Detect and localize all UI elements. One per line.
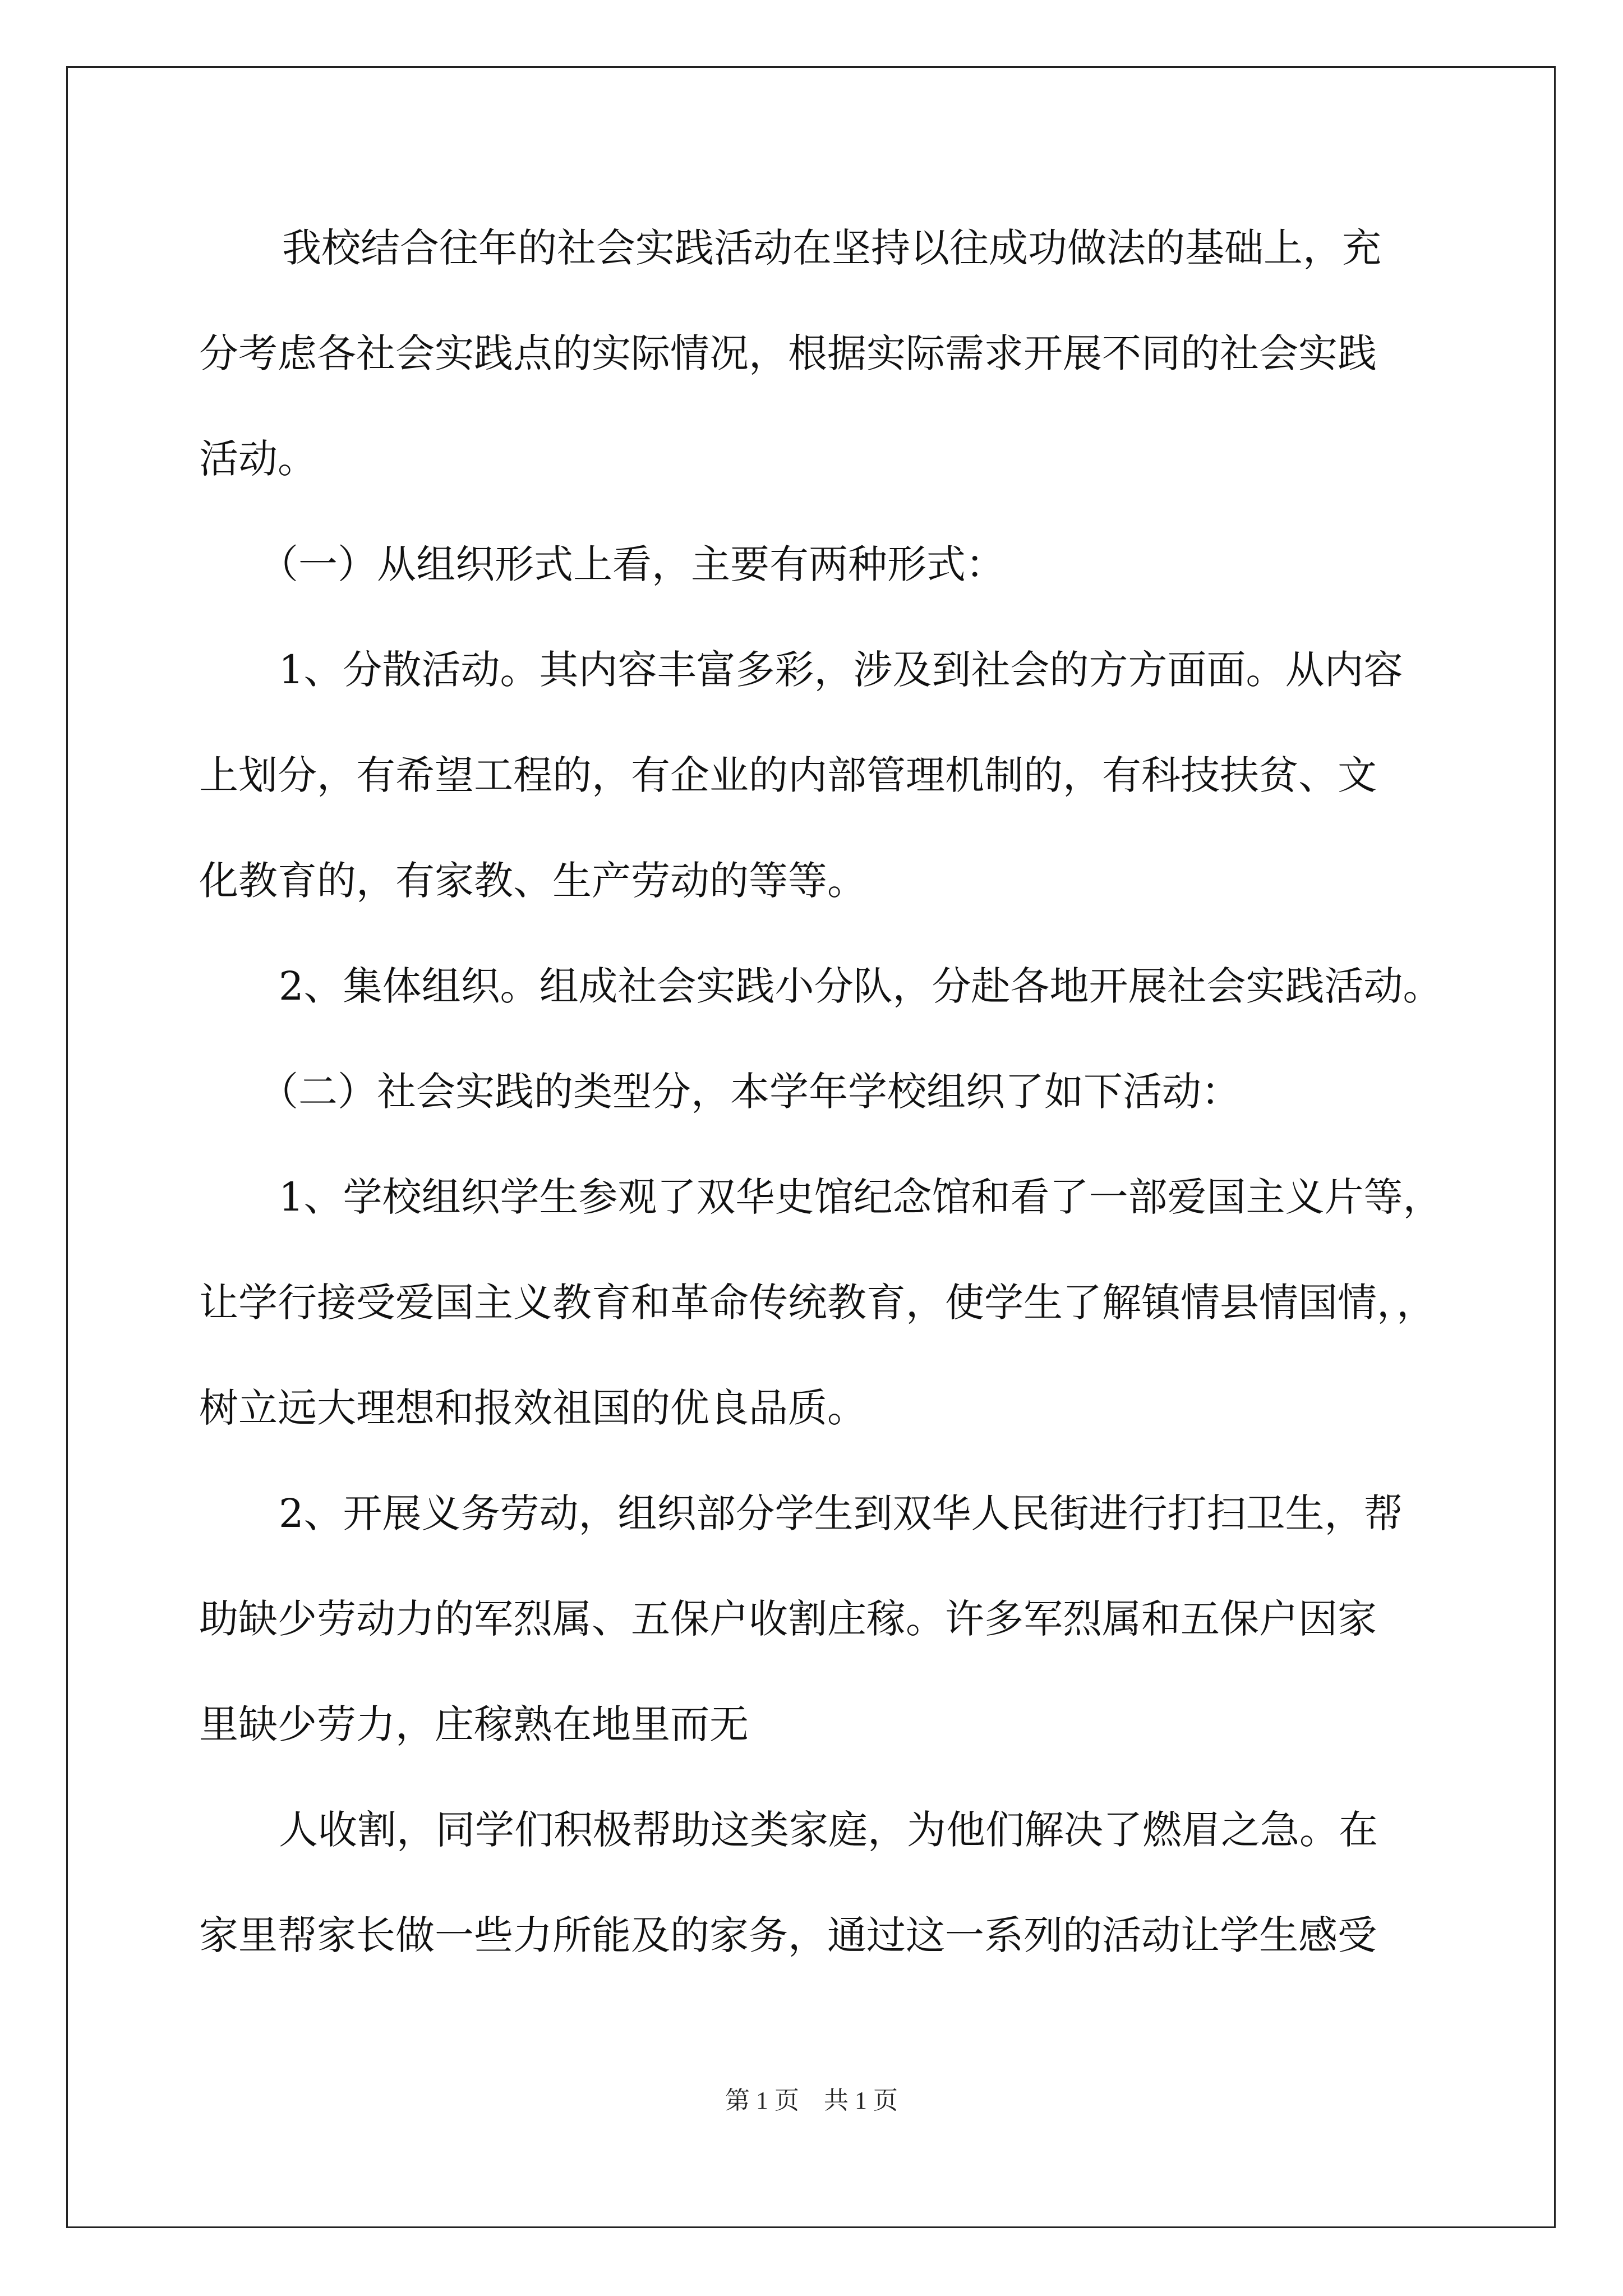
activity-2-cont-line-2: 家里帮家长做一些力所能及的家务，通过这一系列的活动让学生感受 <box>199 1912 1377 1958</box>
item-1-line-2: 上划分，有希望工程的，有企业的内部管理机制的，有科技扶贫、文 <box>199 752 1377 798</box>
activity-1-line-3: 树立远大理想和报效祖国的优良品质。 <box>199 1385 866 1431</box>
paragraph-1-line-3: 活动。 <box>199 436 317 482</box>
activity-2-cont-line-1: 人收割，同学们积极帮助这类家庭，为他们解决了燃眉之急。在 <box>279 1807 1378 1853</box>
activity-1-line-2: 让学行接受爱国主义教育和革命传统教育，使学生了解镇情县情国情，， <box>199 1280 1436 1326</box>
paragraph-1-line-2: 分考虑各社会实践点的实际情况，根据实际需求开展不同的社会实践 <box>199 330 1377 376</box>
section-heading-1: （一）从组织形式上看，主要有两种形式： <box>259 541 1005 587</box>
item-1-line-1: 1、分散活动。其内容丰富多彩，涉及到社会的方方面面。从内容 <box>279 647 1403 693</box>
paragraph-1-line-1: 我校结合往年的社会实践活动在坚持以往成功做法的基础上，充 <box>282 225 1381 271</box>
page-border <box>66 66 1556 2228</box>
activity-2-line-3: 里缺少劳力，庄稼熟在地里而无 <box>199 1701 749 1747</box>
page-number-footer: 第 1 页 共 1 页 <box>725 2087 898 2114</box>
item-2-line-1: 2、集体组织。组成社会实践小分队，分赴各地开展社会实践活动。 <box>279 963 1442 1009</box>
item-1-line-3: 化教育的，有家教、生产劳动的等等。 <box>199 858 866 904</box>
section-heading-2: （二）社会实践的类型分，本学年学校组织了如下活动： <box>259 1069 1241 1115</box>
activity-2-line-2: 助缺少劳动力的军烈属、五保户收割庄稼。许多军烈属和五保户因家 <box>199 1596 1377 1642</box>
activity-1-line-1: 1、学校组织学生参观了双华史馆纪念馆和看了一部爱国主义片等， <box>279 1174 1442 1220</box>
activity-2-line-1: 2、开展义务劳动，组织部分学生到双华人民街进行打扫卫生，帮 <box>279 1490 1403 1536</box>
